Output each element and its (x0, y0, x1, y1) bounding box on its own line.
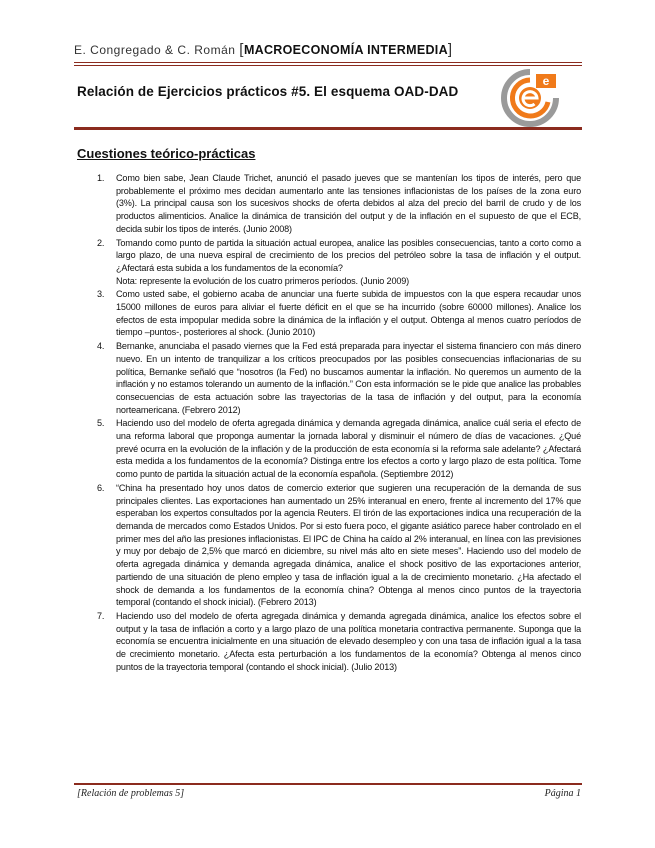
question-number: 2. (97, 237, 105, 248)
question-number: 7. (97, 610, 105, 621)
question-text: “China ha presentado hoy unos datos de comercio exterior que sugieren una recuperación de la demanda de sus principales clientes. Las exportaciones han aumentado un 25% interanual en enero, frente al incremento del 17% que esperaban los expertos consultados por la agencia Reuters. El tirón de las exportaciones indica una recuperación de la demanda de mercados como Estados Unidos. Por si esto fuera poco, el gigante asiático parece haber controlado en el primer mes del año las presiones inflacionistas. El IPC de China ha caído al 2% interanual, en línea con las previsiones y muy por debajo de 2,5% que marcó en diciembre, su nivel más alto en siete meses”. Haciendo uso del modelo de oferta agregada dinámica y demanda agregada dinámica, analice el shock positivo de las exportaciones anterior, partiendo de una situación de pleno empleo y tasa de inflación igual a la de crecimiento monetario. ¿Ha afectado el shock de demanda a los fundamentos de la economía china? Obtenga al menos cinco puntos de la trayectoria temporal (contando el shock inicial). (Febrero 2013) (116, 482, 581, 608)
title-rule (74, 127, 582, 130)
question-text: Haciendo uso del modelo de oferta agregada dinámica y demanda agregada dinámica, analice cuál seria el efecto de una reforma laboral que proponga aumentar la jornada laboral y disminuir el número de días de vacaciones. ¿Qué prevé ocurra en la evolución de la inflación y de la producción de esta economía si la reforma sale adelante? ¿Afectará esta medida a los fundamentos de la economía? Distinga entre los efectos a corto y largo plazo de esta política. Tome como punto de partida la situación actual de la economía española. (Septiembre 2012) (116, 418, 581, 480)
question-item (97, 237, 581, 288)
page-number: Página 1 (544, 788, 581, 799)
question-item (97, 417, 581, 481)
authors-text: E. Congregado & C. Román (74, 43, 236, 57)
page-header (74, 30, 582, 60)
question-text: Haciendo uso del modelo de oferta agregada dinámica y demanda agregada dinámica, analice los efectos sobre el output y la tasa de inflación a corto y a largo plazo de una política monetaria contractiva permanente. Suponga que la economía se encuentra inicialmente en una situación de elevado desempleo y con una tasa de inflación igual a la tasa de crecimiento monetario. ¿Afecta esta perturbación a los fundamentos de la economía? Obtenga al menos cinco puntos de la trayectoria temporal (contando el shock inicial). (Julio 2013) (116, 610, 581, 672)
question-text: Como usted sabe, el gobierno acaba de anunciar una fuerte subida de impuestos con la que espera recaudar unos 15000 millones de euros para aliviar el fuerte déficit en el que se ha incurrido (sobre 60000 millones). Analice los efectos de esta impopular medida sobre la dinámica de la inflación y el output. Obtenga al menos cuatro períodos de tiempo –puntos-, posteriores al shock. (Junio 2010) (116, 289, 581, 338)
header-authors (74, 41, 453, 58)
bracket-open: [ (239, 41, 244, 58)
question-note: Nota: represente la evolución de los cuatro primeros períodos. (Junio 2009) (116, 275, 410, 286)
course-title: MACROECONOMÍA INTERMEDIA (243, 43, 448, 57)
document-title: Relación de Ejercicios prácticos #5. El esquema OAD-DAD (77, 84, 459, 99)
questions-list (97, 172, 581, 674)
question-item (97, 340, 581, 416)
question-number: 1. (97, 173, 105, 183)
question-item (97, 288, 581, 339)
svg-text:e: e (542, 74, 550, 88)
e-logo-icon (500, 68, 560, 128)
question-number: 4. (97, 341, 105, 352)
question-item (97, 610, 581, 674)
footer-rule (74, 783, 582, 785)
question-text: Como bien sabe, Jean Claude Trichet, anunció el pasado jueves que se mantenían los tipos de interés, pero que probablemente el próximo mes decidan aumentarlo ante las tensiones inflacionistas de los países de la zona euro (3%). La principal causa son los sucesivos shocks de oferta debidos al alza del precio del barril de crudo y de los productos alimenticios. Analice la dinámica de transición del output y de la inflación en el supuesto de que el ECB, decida subir los tipos de interés. (Junio 2008) (116, 173, 581, 234)
header-rule-bottom (74, 65, 582, 66)
question-item (97, 172, 581, 236)
section-heading: Cuestiones teórico-prácticas (77, 146, 256, 161)
footer-left-label: [Relación de problemas 5] (77, 788, 185, 799)
question-text: Tomando como punto de partida la situación actual europea, analice las posibles consecuencias, tanto a corto como a largo plazo, de una nueva espiral de crecimiento de los precios del petróleo sobre la tasa de inflación y el output. ¿Afectará esta subida a los fundamentos de la economía? (116, 237, 581, 273)
bracket-close: ] (447, 41, 453, 58)
question-item (97, 482, 581, 609)
question-number: 5. (97, 418, 105, 429)
question-text: Bernanke, anunciaba el pasado viernes que la Fed está preparada para inyectar el sistema financiero con más dinero nuevo. En un intento de tranquilizar a los críticos preocupados por las posibles consecuencias inflacionarias de su política, Bernanke señaló que “nosotros (la Fed) no buscamos aumentar la inflación. No queremos un aumento de la inflación y no estamos tolerando un aumento de la inflación.” Con esta información se le pide que analice las probables consecuencias de esta actuación sobre las trayectorias de la tasa de inflación y del output, para la economía norteamericana. (Febrero 2012) (116, 341, 581, 415)
question-number: 3. (97, 289, 105, 300)
header-rule-top (74, 62, 582, 63)
question-number: 6. (97, 482, 105, 493)
